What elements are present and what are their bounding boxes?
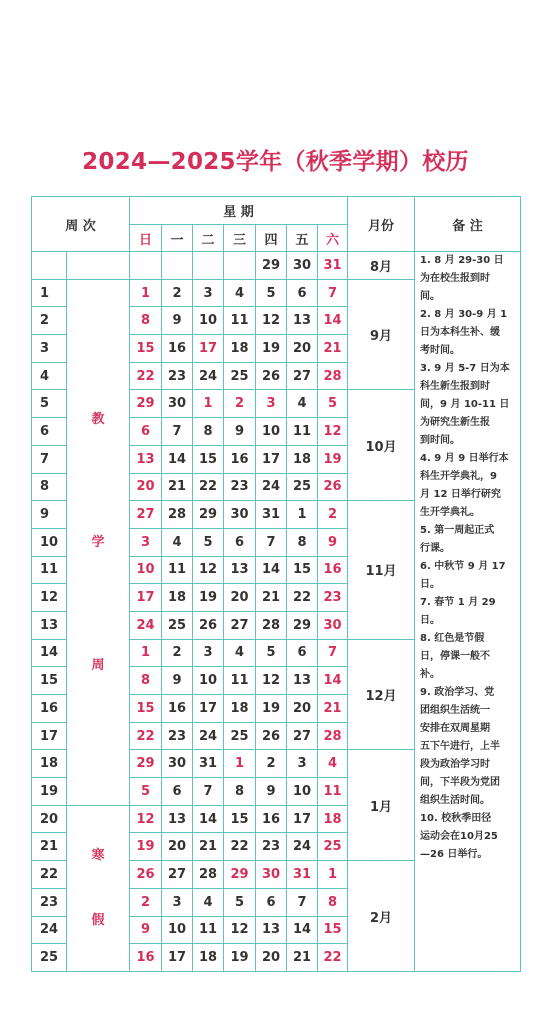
date-cell: 26 bbox=[318, 473, 348, 501]
week-number: 23 bbox=[32, 888, 67, 916]
note-line: 段为政治学习时 bbox=[420, 759, 491, 770]
note-line: 为研究生新生报 bbox=[420, 417, 491, 428]
week-number: 15 bbox=[32, 667, 67, 695]
month-cell: 1月 bbox=[348, 750, 415, 861]
date-cell: 25 bbox=[162, 611, 193, 639]
teaching-period-label bbox=[67, 279, 130, 805]
date-cell bbox=[162, 252, 193, 280]
date-cell: 1 bbox=[130, 639, 162, 667]
date-cell: 19 bbox=[130, 833, 162, 861]
date-cell: 22 bbox=[130, 722, 162, 750]
date-cell: 22 bbox=[287, 584, 318, 612]
month-cell: 11月 bbox=[348, 501, 415, 639]
date-cell: 27 bbox=[162, 861, 193, 889]
date-cell: 18 bbox=[224, 695, 256, 723]
date-cell: 6 bbox=[224, 528, 256, 556]
week-number: 12 bbox=[32, 584, 67, 612]
date-cell: 15 bbox=[224, 805, 256, 833]
date-cell: 23 bbox=[318, 584, 348, 612]
date-cell: 5 bbox=[256, 639, 287, 667]
date-cell: 27 bbox=[287, 362, 318, 390]
date-cell: 1 bbox=[318, 861, 348, 889]
date-cell: 17 bbox=[256, 445, 287, 473]
date-cell: 30 bbox=[318, 611, 348, 639]
week-number: 13 bbox=[32, 611, 67, 639]
date-cell: 13 bbox=[287, 667, 318, 695]
date-cell: 19 bbox=[318, 445, 348, 473]
date-cell: 3 bbox=[130, 528, 162, 556]
date-cell: 8 bbox=[318, 888, 348, 916]
month-cell: 12月 bbox=[348, 639, 415, 750]
note-line: 6. 中秋节 9 月 17 bbox=[420, 561, 506, 572]
teaching-label-char: 学 bbox=[91, 534, 105, 550]
date-cell: 5 bbox=[256, 279, 287, 307]
week-number: 17 bbox=[32, 722, 67, 750]
date-cell: 28 bbox=[193, 861, 224, 889]
date-cell: 29 bbox=[224, 861, 256, 889]
date-cell: 18 bbox=[162, 584, 193, 612]
date-cell: 21 bbox=[318, 335, 348, 363]
note-line: 考时间。 bbox=[420, 345, 461, 356]
date-cell: 9 bbox=[130, 916, 162, 944]
date-cell: 3 bbox=[193, 279, 224, 307]
date-cell: 16 bbox=[256, 805, 287, 833]
week-number bbox=[32, 252, 67, 280]
note-line: 为在校生报到时 bbox=[420, 273, 491, 284]
date-cell: 9 bbox=[162, 307, 193, 335]
date-cell: 28 bbox=[318, 362, 348, 390]
week-number: 25 bbox=[32, 944, 67, 972]
weekday-header-1: 一 bbox=[162, 225, 193, 252]
break-label-char: 假 bbox=[91, 913, 105, 929]
date-cell: 14 bbox=[287, 916, 318, 944]
week-number: 2 bbox=[32, 307, 67, 335]
note-line: 日。 bbox=[420, 579, 441, 590]
date-cell: 29 bbox=[130, 750, 162, 778]
date-cell: 12 bbox=[130, 805, 162, 833]
date-cell: 22 bbox=[193, 473, 224, 501]
date-cell: 6 bbox=[287, 639, 318, 667]
week-number: 20 bbox=[32, 805, 67, 833]
date-cell: 23 bbox=[162, 722, 193, 750]
date-cell: 10 bbox=[193, 307, 224, 335]
note-line: 补。 bbox=[420, 669, 441, 680]
date-cell: 4 bbox=[287, 390, 318, 418]
date-cell: 10 bbox=[193, 667, 224, 695]
date-cell: 20 bbox=[224, 584, 256, 612]
date-cell: 4 bbox=[162, 528, 193, 556]
date-cell: 18 bbox=[224, 335, 256, 363]
date-cell: 11 bbox=[162, 556, 193, 584]
date-cell: 24 bbox=[256, 473, 287, 501]
date-cell: 10 bbox=[162, 916, 193, 944]
date-cell: 4 bbox=[224, 639, 256, 667]
date-cell: 29 bbox=[287, 611, 318, 639]
date-cell: 27 bbox=[130, 501, 162, 529]
date-cell: 5 bbox=[193, 528, 224, 556]
date-cell: 25 bbox=[287, 473, 318, 501]
note-line: 10. 校秋季田径 bbox=[420, 813, 492, 824]
date-cell: 18 bbox=[287, 445, 318, 473]
week-number: 16 bbox=[32, 695, 67, 723]
date-cell: 21 bbox=[287, 944, 318, 972]
date-cell: 20 bbox=[287, 335, 318, 363]
date-cell: 8 bbox=[130, 307, 162, 335]
date-cell: 14 bbox=[193, 805, 224, 833]
month-cell: 10月 bbox=[348, 390, 415, 501]
date-cell: 7 bbox=[318, 639, 348, 667]
date-cell: 26 bbox=[130, 861, 162, 889]
note-line: 日。 bbox=[420, 615, 441, 626]
date-cell: 10 bbox=[256, 418, 287, 446]
date-cell: 30 bbox=[162, 750, 193, 778]
date-cell: 9 bbox=[318, 528, 348, 556]
note-line: 运动会在10月25 bbox=[420, 831, 498, 842]
date-cell: 9 bbox=[256, 778, 287, 806]
note-line: 4. 9 月 9 日举行本 bbox=[420, 453, 509, 464]
date-cell: 3 bbox=[193, 639, 224, 667]
date-cell: 13 bbox=[256, 916, 287, 944]
weekday-header-6: 六 bbox=[318, 225, 348, 252]
week-number: 7 bbox=[32, 445, 67, 473]
date-cell: 1 bbox=[193, 390, 224, 418]
month-cell: 8月 bbox=[348, 252, 415, 280]
date-cell: 20 bbox=[256, 944, 287, 972]
teaching-label-char: 周 bbox=[91, 657, 105, 673]
date-cell: 18 bbox=[193, 944, 224, 972]
date-cell: 29 bbox=[256, 252, 287, 280]
date-cell: 21 bbox=[193, 833, 224, 861]
note-line: —26 日举行。 bbox=[420, 849, 488, 860]
notes-cell bbox=[415, 252, 521, 972]
table-row bbox=[32, 252, 521, 280]
date-cell: 21 bbox=[318, 695, 348, 723]
date-cell: 26 bbox=[193, 611, 224, 639]
weekday-header-4: 四 bbox=[256, 225, 287, 252]
note-line: 7. 春节 1 月 29 bbox=[420, 597, 496, 608]
date-cell: 17 bbox=[162, 944, 193, 972]
date-cell: 29 bbox=[193, 501, 224, 529]
note-line: 安排在双周星期 bbox=[420, 723, 491, 734]
date-cell: 20 bbox=[287, 695, 318, 723]
date-cell: 17 bbox=[193, 335, 224, 363]
date-cell: 24 bbox=[193, 722, 224, 750]
date-cell: 29 bbox=[130, 390, 162, 418]
date-cell: 25 bbox=[318, 833, 348, 861]
date-cell: 2 bbox=[224, 390, 256, 418]
date-cell: 17 bbox=[130, 584, 162, 612]
date-cell: 8 bbox=[130, 667, 162, 695]
page-title: 2024—2025学年（秋季学期）校历 bbox=[82, 149, 469, 175]
break-label-char: 寒 bbox=[91, 848, 105, 864]
note-line: 3. 9 月 5-7 日为本 bbox=[420, 363, 510, 374]
date-cell: 5 bbox=[318, 390, 348, 418]
date-cell: 14 bbox=[318, 667, 348, 695]
note-line: 五下午进行，上半 bbox=[420, 741, 501, 752]
week-number: 18 bbox=[32, 750, 67, 778]
date-cell: 19 bbox=[256, 335, 287, 363]
empty-label-cell bbox=[67, 252, 130, 280]
weekday-group-header: 星 期 bbox=[130, 197, 348, 225]
date-cell: 25 bbox=[224, 722, 256, 750]
note-line: 2. 8 月 30-9 月 1 bbox=[420, 309, 508, 320]
note-line: 间。 bbox=[420, 291, 441, 302]
date-cell: 16 bbox=[318, 556, 348, 584]
date-cell: 7 bbox=[256, 528, 287, 556]
note-line: 日，停课一般不 bbox=[420, 651, 491, 662]
date-cell: 22 bbox=[224, 833, 256, 861]
week-number: 22 bbox=[32, 861, 67, 889]
date-cell: 27 bbox=[287, 722, 318, 750]
date-cell: 3 bbox=[256, 390, 287, 418]
note-line: 团组织生活统一 bbox=[420, 705, 491, 716]
date-cell: 31 bbox=[318, 252, 348, 280]
date-cell: 28 bbox=[256, 611, 287, 639]
note-line: 5. 第一周起正式 bbox=[420, 525, 495, 536]
date-cell: 5 bbox=[130, 778, 162, 806]
date-cell: 12 bbox=[224, 916, 256, 944]
date-cell: 2 bbox=[318, 501, 348, 529]
date-cell: 20 bbox=[162, 833, 193, 861]
date-cell: 24 bbox=[130, 611, 162, 639]
note-line: 月 12 日举行研究 bbox=[420, 489, 501, 500]
date-cell bbox=[193, 252, 224, 280]
note-line: 科生新生报到时 bbox=[420, 381, 491, 392]
date-cell: 30 bbox=[162, 390, 193, 418]
date-cell: 25 bbox=[224, 362, 256, 390]
date-cell: 17 bbox=[193, 695, 224, 723]
date-cell: 12 bbox=[256, 667, 287, 695]
date-cell: 11 bbox=[318, 778, 348, 806]
week-header: 周 次 bbox=[32, 197, 130, 252]
date-cell: 13 bbox=[162, 805, 193, 833]
date-cell: 14 bbox=[256, 556, 287, 584]
week-number: 19 bbox=[32, 778, 67, 806]
month-cell: 9月 bbox=[348, 279, 415, 390]
date-cell: 6 bbox=[130, 418, 162, 446]
week-number: 6 bbox=[32, 418, 67, 446]
week-number: 1 bbox=[32, 279, 67, 307]
date-cell: 21 bbox=[162, 473, 193, 501]
date-cell: 7 bbox=[287, 888, 318, 916]
date-cell: 8 bbox=[193, 418, 224, 446]
date-cell: 2 bbox=[130, 888, 162, 916]
weekday-header-0: 日 bbox=[130, 225, 162, 252]
note-line: 间，下半段为党团 bbox=[420, 777, 501, 788]
date-cell: 2 bbox=[162, 639, 193, 667]
date-cell: 15 bbox=[318, 916, 348, 944]
month-cell: 2月 bbox=[348, 861, 415, 972]
teaching-label-char: 教 bbox=[91, 411, 105, 427]
date-cell: 28 bbox=[162, 501, 193, 529]
date-cell: 31 bbox=[193, 750, 224, 778]
date-cell: 12 bbox=[256, 307, 287, 335]
date-cell: 17 bbox=[287, 805, 318, 833]
note-line: 8. 红色是节假 bbox=[420, 633, 485, 644]
week-number: 14 bbox=[32, 639, 67, 667]
date-cell: 15 bbox=[193, 445, 224, 473]
date-cell: 5 bbox=[224, 888, 256, 916]
date-cell: 16 bbox=[130, 944, 162, 972]
date-cell: 15 bbox=[130, 695, 162, 723]
date-cell: 4 bbox=[193, 888, 224, 916]
date-cell: 20 bbox=[130, 473, 162, 501]
note-line: 1. 8 月 29-30 日 bbox=[420, 255, 504, 266]
date-cell: 26 bbox=[256, 722, 287, 750]
date-cell: 2 bbox=[256, 750, 287, 778]
break-period-label bbox=[67, 805, 130, 971]
date-cell: 30 bbox=[287, 252, 318, 280]
date-cell: 11 bbox=[224, 667, 256, 695]
date-cell: 12 bbox=[318, 418, 348, 446]
date-cell: 16 bbox=[224, 445, 256, 473]
date-cell: 11 bbox=[224, 307, 256, 335]
note-line: 行课。 bbox=[420, 543, 451, 554]
week-number: 8 bbox=[32, 473, 67, 501]
date-cell: 26 bbox=[256, 362, 287, 390]
date-cell: 2 bbox=[162, 279, 193, 307]
date-cell: 11 bbox=[287, 418, 318, 446]
note-line: 9. 政治学习、党 bbox=[420, 687, 495, 698]
date-cell: 4 bbox=[318, 750, 348, 778]
week-number: 10 bbox=[32, 528, 67, 556]
date-cell: 14 bbox=[318, 307, 348, 335]
date-cell: 13 bbox=[130, 445, 162, 473]
date-cell: 18 bbox=[318, 805, 348, 833]
date-cell: 13 bbox=[287, 307, 318, 335]
date-cell: 1 bbox=[130, 279, 162, 307]
date-cell: 24 bbox=[287, 833, 318, 861]
week-number: 21 bbox=[32, 833, 67, 861]
date-cell: 4 bbox=[224, 279, 256, 307]
date-cell: 19 bbox=[224, 944, 256, 972]
week-number: 11 bbox=[32, 556, 67, 584]
notes-header: 备 注 bbox=[415, 197, 521, 252]
date-cell: 7 bbox=[318, 279, 348, 307]
date-cell: 6 bbox=[256, 888, 287, 916]
date-cell: 22 bbox=[318, 944, 348, 972]
month-header: 月份 bbox=[348, 197, 415, 252]
week-number: 4 bbox=[32, 362, 67, 390]
date-cell: 7 bbox=[193, 778, 224, 806]
date-cell: 19 bbox=[193, 584, 224, 612]
date-cell: 27 bbox=[224, 611, 256, 639]
date-cell: 10 bbox=[130, 556, 162, 584]
date-cell: 30 bbox=[224, 501, 256, 529]
date-cell: 3 bbox=[287, 750, 318, 778]
date-cell: 28 bbox=[318, 722, 348, 750]
note-line: 日为本科生补、缓 bbox=[420, 327, 501, 338]
date-cell: 23 bbox=[224, 473, 256, 501]
date-cell: 15 bbox=[130, 335, 162, 363]
week-number: 5 bbox=[32, 390, 67, 418]
date-cell: 31 bbox=[287, 861, 318, 889]
week-number: 24 bbox=[32, 916, 67, 944]
date-cell: 22 bbox=[130, 362, 162, 390]
date-cell: 10 bbox=[287, 778, 318, 806]
week-number: 9 bbox=[32, 501, 67, 529]
weekday-header-3: 三 bbox=[224, 225, 256, 252]
date-cell: 14 bbox=[162, 445, 193, 473]
date-cell: 8 bbox=[287, 528, 318, 556]
date-cell bbox=[130, 252, 162, 280]
date-cell: 24 bbox=[193, 362, 224, 390]
date-cell: 1 bbox=[224, 750, 256, 778]
date-cell: 15 bbox=[287, 556, 318, 584]
week-number: 3 bbox=[32, 335, 67, 363]
date-cell: 21 bbox=[256, 584, 287, 612]
date-cell: 9 bbox=[162, 667, 193, 695]
date-cell: 9 bbox=[224, 418, 256, 446]
note-line: 到时间。 bbox=[420, 435, 461, 446]
date-cell: 23 bbox=[162, 362, 193, 390]
date-cell: 6 bbox=[162, 778, 193, 806]
weekday-header-5: 五 bbox=[287, 225, 318, 252]
school-calendar-table bbox=[31, 196, 521, 972]
note-line: 生开学典礼。 bbox=[420, 507, 481, 518]
date-cell: 8 bbox=[224, 778, 256, 806]
date-cell: 13 bbox=[224, 556, 256, 584]
date-cell: 3 bbox=[162, 888, 193, 916]
date-cell: 11 bbox=[193, 916, 224, 944]
note-line: 间，9 月 10-11 日 bbox=[420, 399, 510, 410]
date-cell: 31 bbox=[256, 501, 287, 529]
date-cell: 23 bbox=[256, 833, 287, 861]
date-cell: 1 bbox=[287, 501, 318, 529]
weekday-header-2: 二 bbox=[193, 225, 224, 252]
date-cell: 12 bbox=[193, 556, 224, 584]
date-cell: 30 bbox=[256, 861, 287, 889]
date-cell: 6 bbox=[287, 279, 318, 307]
note-line: 组织生活时间。 bbox=[420, 795, 491, 806]
date-cell bbox=[224, 252, 256, 280]
date-cell: 16 bbox=[162, 335, 193, 363]
date-cell: 19 bbox=[256, 695, 287, 723]
date-cell: 16 bbox=[162, 695, 193, 723]
date-cell: 7 bbox=[162, 418, 193, 446]
note-line: 科生开学典礼，9 bbox=[420, 471, 497, 482]
